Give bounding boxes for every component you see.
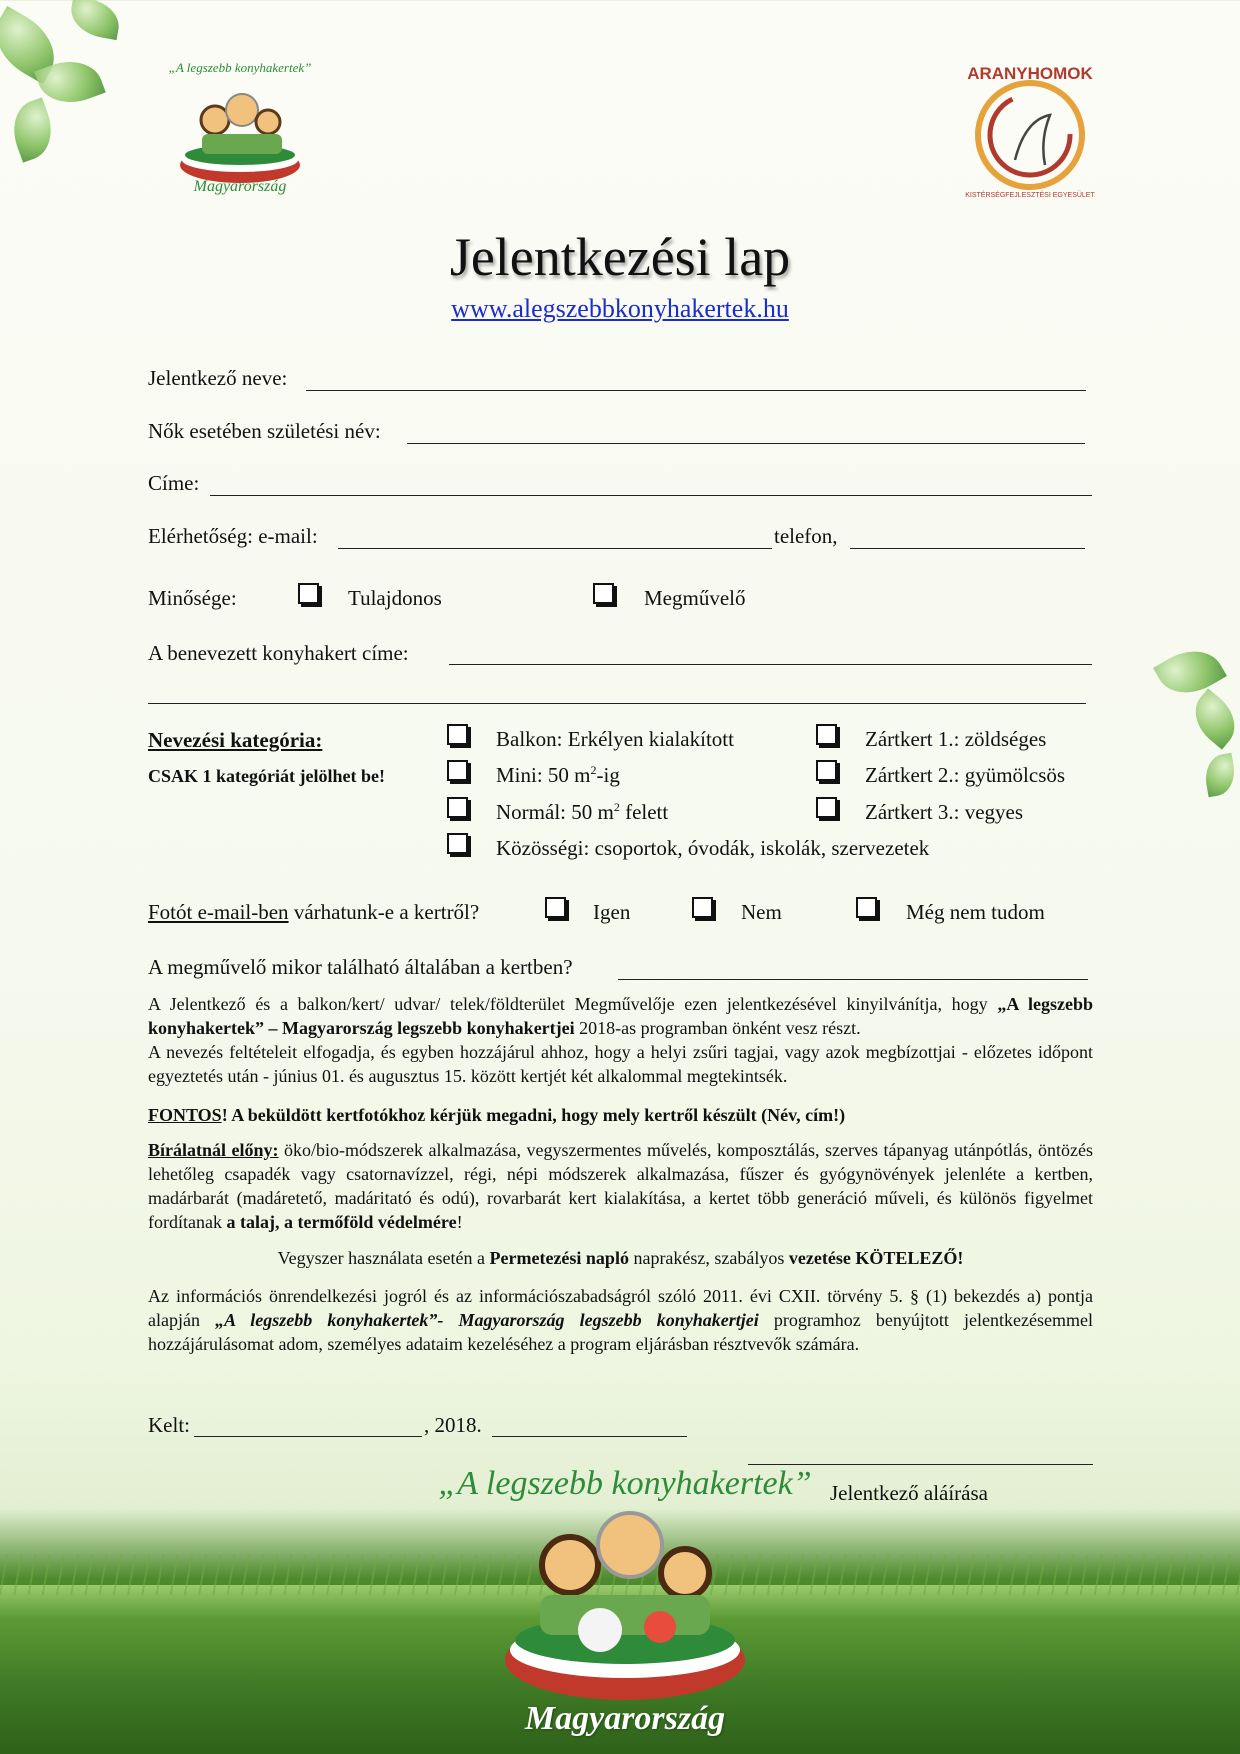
date-field[interactable] [492, 1436, 687, 1437]
photo-option-igen: Igen [593, 900, 631, 924]
checkbox-zartkert-1[interactable] [816, 724, 837, 745]
leaf-decoration [1184, 688, 1240, 749]
logo-aranyhomok [955, 60, 1105, 210]
garden-address-field[interactable] [449, 664, 1092, 665]
photo-option-meg-nem-tudom: Még nem tudom [906, 900, 1045, 924]
garden-address-label: A benevezett konyhakert címe: [148, 641, 409, 665]
email-field[interactable] [338, 548, 772, 549]
category-balkon: Balkon: Erkélyen kialakított [496, 727, 734, 751]
logo-text-bottom: Magyarország [193, 178, 287, 195]
checkbox-normal[interactable] [447, 797, 468, 818]
photo-question: Fotót e-mail-ben várhatunk-e a kertről? [148, 900, 480, 924]
page-title: Jelentkezési lap [449, 227, 791, 287]
kelt-place-field[interactable] [194, 1436, 422, 1437]
paragraph-declaration: A Jelentkező és a balkon/kert/ udvar/ telek/földterület Megművelője ezen jelentkezésével kinyilvánítja, hogy „A legszebb konyhakertek” – Magyarország legszebb konyhakertjei 2018-as programban önként vesz részt. A nevezés feltételeit elfogadja, és egyben hozzájárul ahhoz, hogy a helyi zsűri tagjai, vagy azok megbízottjai - előzetes időpont egyeztetés után - június 01. és augusztus 15. között kertjét két alkalommal megtekintsék. [148, 994, 1093, 1086]
category-label: Nevezési kategória: [148, 728, 323, 752]
category-normal: Normál: 50 $m^2$ felett [496, 800, 669, 824]
year-text: , 2018. [424, 1413, 482, 1437]
checkbox-balkon[interactable] [447, 724, 468, 745]
paragraph-fontos: FONTOS! A beküldött kertfotókhoz kérjük megadni, hogy mely kertről készült (Név, cím!) [148, 1105, 846, 1125]
logo-aranyhomok-subtitle: KISTÉRSÉGFEJLESZTÉSI EGYESÜLET [965, 192, 1095, 199]
address-label: Címe: [148, 471, 200, 495]
paragraph-biralat: Bírálatnál előny: öko/bio-módszerek alkalmazása, vegyszermentes művelés, komposztálás, szerves tápanyag utánpótlás, öntözés lehetőleg csapadék vagy csatornavízzel, régi, népi módszerek alkalmazása, fűszer és gyógynövények jelenléte a kertben, madárbarát (madáretető, madáritató és odú), rovarbarát kert kialakítása, a kertet több generáció műveli, és különös figyelmet fordítanak a talaj, a termőföld védelmére! [148, 1140, 1093, 1232]
photo-option-nem: Nem [741, 900, 782, 924]
garden-address-field-2[interactable] [148, 703, 1086, 704]
kelt-label: Kelt: [148, 1413, 190, 1437]
logo-large-text-top: „A legszebb konyhakertek” [438, 1465, 812, 1502]
logo-legszebb-konyhakertek-large [430, 1455, 820, 1745]
checkbox-zartkert-2[interactable] [816, 760, 837, 781]
address-field[interactable] [210, 495, 1092, 496]
leaf-decoration [67, 0, 122, 40]
category-zartkert-1: Zártkert 1.: zöldséges [865, 727, 1047, 751]
phone-field[interactable] [850, 548, 1085, 549]
logo-text-top: „A legszebb konyhakertek” [168, 60, 312, 75]
role-option-tulajdonos: Tulajdonos [348, 586, 442, 610]
category-note: CSAK 1 kategóriát jelölhet be! [148, 766, 385, 786]
role-option-megmuvelo: Megművelő [644, 586, 746, 610]
name-field[interactable] [306, 390, 1086, 391]
website-link[interactable]: www.alegszebbkonyhakertek.hu [451, 294, 789, 323]
signature-label: Jelentkező aláírása [830, 1481, 988, 1505]
leaf-decoration [4, 97, 60, 162]
category-kozossegi: Közösségi: csoportok, óvodák, iskolák, szervezetek [496, 836, 930, 860]
birth-name-field[interactable] [407, 443, 1085, 444]
logo-large-text-bottom: Magyarország [524, 1700, 726, 1737]
role-label: Minősége: [148, 586, 237, 610]
paragraph-vegyszer: Vegyszer használata esetén a Permetezési napló naprakész, szabályos vezetése KÖTELEZŐ! [277, 1248, 964, 1268]
checkbox-tulajdonos[interactable] [298, 583, 319, 604]
presence-question: A megművelő mikor található általában a kertben? [148, 955, 573, 979]
presence-field[interactable] [618, 979, 1088, 980]
category-zartkert-3: Zártkert 3.: vegyes [865, 800, 1024, 824]
category-mini: Mini: 50 $m^2-ig$ [496, 763, 620, 787]
logo-legszebb-konyhakertek [140, 60, 340, 200]
birth-name-label: Nők esetében születési név: [148, 419, 381, 443]
name-label: Jelentkező neve: [148, 366, 288, 390]
email-label: Elérhetőség: e-mail: [148, 524, 318, 548]
checkbox-igen[interactable] [545, 897, 566, 918]
logo-aranyhomok-title: ARANYHOMOK [967, 64, 1093, 83]
checkbox-zartkert-3[interactable] [816, 797, 837, 818]
checkbox-kozossegi[interactable] [447, 833, 468, 854]
paragraph-adatvedelem: Az információs önrendelkezési jogról és az információszabadságról szóló 2011. évi CXII. törvény 5. § (1) bekezdés a) pontja alapján „A legszebb konyhakertek”- Magyarország legszebb konyhakertjei programhoz benyújtott jelentkezésemmel hozzájárulásomat adom, személyes adataim kezeléséhez a program eljárásban résztvevők számára. [148, 1286, 1093, 1354]
category-zartkert-2: Zártkert 2.: gyümölcsös [865, 763, 1066, 787]
checkbox-nem[interactable] [692, 897, 713, 918]
phone-label: telefon, [774, 524, 838, 548]
checkbox-meg-nem-tudom[interactable] [856, 897, 877, 918]
checkbox-mini[interactable] [447, 760, 468, 781]
checkbox-megmuvelo[interactable] [593, 583, 614, 604]
leaf-decoration [1202, 753, 1238, 798]
